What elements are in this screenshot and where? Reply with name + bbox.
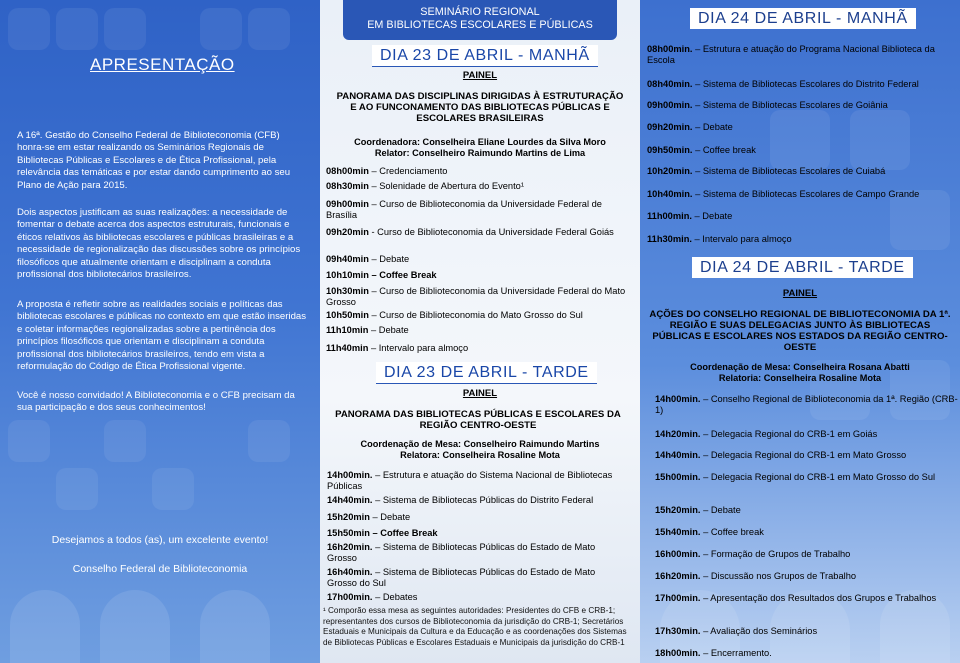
schedule-time: 11h00min. [647, 211, 692, 221]
schedule-desc: – Sistema de Bibliotecas Escolares de Campo Grande [692, 189, 920, 199]
schedule-desc: – Delegacia Regional do CRB-1 em Mato Grosso do Sul [700, 472, 936, 482]
schedule-row [326, 254, 634, 265]
schedule-desc: – Sistema de Bibliotecas Escolares de Cuiabá [692, 166, 886, 176]
schedule-desc: – Coffee break [692, 145, 756, 155]
schedule-desc: – Intervalo para almoço [691, 234, 792, 244]
schedule-row [655, 505, 958, 516]
proposal-paragraph: A proposta é refletir sobre as realidades sociais e políticas das bibliotecas escolares e públicas no contexto em que estão inseridas e coletar informações regionalizadas sobre a pertinência dos princípios filosóficos que orientam e disciplinam a conduta profissional dos bibliotecários brasileiros, tendo em vista a reformulação do Código de Ética Profissional vigente. [17, 299, 307, 373]
schedule-row [655, 571, 958, 582]
schedule-row [327, 495, 627, 506]
schedule-desc: – Formação de Grupos de Trabalho [700, 549, 851, 559]
schedule-time: 14h00min. [655, 394, 701, 404]
coordinator: Coordenadora: Conselheira Eliane Lourdes da Silva Moro [354, 137, 606, 147]
schedule-time: 17h00min. [655, 593, 701, 603]
schedule-desc: – Estrutura e atuação do Programa Nacional Biblioteca da Escola [647, 44, 935, 65]
schedule-row [327, 512, 627, 523]
schedule-time: 10h30min [326, 286, 369, 296]
schedule-time: 10h40min. [647, 189, 693, 199]
schedule-row [655, 648, 958, 659]
coordinator: Coordenação de Mesa: Conselheiro Raimundo Martins [360, 439, 600, 449]
schedule-time: 09h00min [326, 199, 369, 209]
schedule-desc: – Curso de Biblioteconomia da Universidade Federal de Brasília [326, 199, 602, 220]
schedule-desc: – Debates [372, 592, 418, 602]
closing-message: Desejamos a todos (as), um excelente evento! [51, 534, 269, 546]
invitation-paragraph: Você é nosso convidado! A Biblioteconomia e o CFB precisam da sua participação e dos seus conhecimentos! [17, 390, 295, 414]
schedule-desc: – Conselho Regional de Biblioteconomia da 1ª. Região (CRB-1) [655, 394, 958, 415]
schedule-desc: – Encerramento. [700, 648, 772, 658]
rapporteur: Relatoria: Conselheira Rosaline Mota [718, 373, 882, 383]
painel-label: PAINEL [462, 388, 498, 399]
decor-tile [104, 8, 146, 50]
decor-tile [56, 468, 98, 510]
schedule-time: 18h00min. [655, 648, 701, 658]
schedule-desc: – Sistema de Bibliotecas Públicas do Estado de Mato Grosso do Sul [327, 567, 596, 588]
day23-afternoon-heading: DIA 23 DE ABRIL - TARDE [376, 362, 597, 384]
schedule-row [655, 527, 958, 538]
schedule-row [655, 472, 958, 483]
schedule-desc: – Intervalo para almoço [368, 343, 469, 353]
schedule-row [326, 270, 634, 281]
justification-paragraph: Dois aspectos justificam as suas realizações: a necessidade de fomentar o debate acerca dos aspectos estruturais, funcionais e éticos relativos às bibliotecas escolares e públicas brasileiras e a necessidade de regionalização das discussões sobre os princípios filosóficos que atualmente orientam e disciplinam a conduta profissional dos bibliotecários brasileiros. [17, 207, 301, 281]
schedule-row [326, 310, 634, 321]
schedule-row [327, 528, 627, 539]
schedule-desc: – Debate [691, 211, 733, 221]
schedule-row [647, 166, 955, 177]
schedule-time: 14h20min. [655, 429, 701, 439]
decor-arch [100, 590, 170, 663]
day24-morning-schedule [647, 44, 955, 249]
schedule-time: 15h00min. [655, 472, 701, 482]
schedule-time: 14h00min. [327, 470, 373, 480]
schedule-time: 16h40min. [327, 567, 373, 577]
apresentacao-title: APRESENTAÇÃO [90, 55, 235, 74]
schedule-row [326, 199, 634, 220]
decor-tile [248, 8, 290, 50]
banner-line1: SEMINÁRIO REGIONAL [420, 6, 540, 18]
decor-tile [56, 8, 98, 50]
schedule-desc: – Credenciamento [368, 166, 448, 176]
panel-title: AÇÕES DO CONSELHO REGIONAL DE BIBLIOTECONOMIA DA 1ª. REGIÃO E SUAS DELEGACIAS JUNTO ÀS BIBLIOTECAS PÚBLICAS E ESCOLARES NOS ESTADOS DA REGIÃO CENTRO-OESTE [649, 309, 951, 353]
day24-afternoon-schedule [655, 394, 958, 660]
schedule-time: 10h20min. [647, 166, 693, 176]
rapporteur: Relator: Conselheiro Raimundo Martins de Lima [374, 148, 586, 158]
rapporteur: Relatora: Conselheira Rosaline Mota [400, 450, 560, 460]
schedule-row [326, 325, 634, 336]
footnote: ¹ Comporão essa mesa as seguintes autoridades: Presidentes do CFB e CRB-1; representantes dos cursos de Biblioteconomia da jurisdição do CRB-1; Secretários Estaduais e Municipais da Cultura e da Educação e as coordenações dos Sistemas de Bibliotecas Públicas e Escolares Estaduais e Municipais da jurisdição do CRB-1 [323, 606, 627, 647]
decor-tile [200, 8, 242, 50]
schedule-desc: – Sistema de Bibliotecas Escolares de Goiânia [692, 100, 888, 110]
day24-afternoon-heading: DIA 24 DE ABRIL - TARDE [692, 257, 913, 278]
schedule-time: 14h40min. [327, 495, 373, 505]
schedule-row [326, 286, 634, 307]
schedule-time: 09h00min. [647, 100, 693, 110]
schedule-time: 16h20min. [327, 542, 373, 552]
schedule-time: 09h20min [326, 227, 369, 237]
schedule-row [326, 166, 634, 177]
decor-tile [152, 468, 194, 510]
signature: Conselho Federal de Biblioteconomia [72, 563, 248, 575]
banner-line2: EM BIBLIOTECAS ESCOLARES E PÚBLICAS [367, 19, 593, 31]
schedule-desc: – Debate [368, 325, 409, 335]
schedule-row [647, 44, 955, 65]
decor-tile [8, 8, 50, 50]
schedule-time: 17h00min. [327, 592, 373, 602]
schedule-desc: – Coffee Break [369, 528, 438, 538]
day24-morning-heading: DIA 24 DE ABRIL - MANHÃ [690, 8, 916, 29]
schedule-row [647, 234, 955, 245]
panel-title: PANORAMA DAS DISCIPLINAS DIRIGIDAS À ESTRUTURAÇÃO E AO FUNCONAMENTO DAS BIBLIOTECAS PÚBLICAS E ESCOLARES BRASILEIRAS [336, 91, 624, 124]
schedule-row [327, 567, 627, 588]
schedule-desc: – Debate [369, 512, 411, 522]
schedule-desc: – Debate [692, 122, 733, 132]
schedule-row [326, 343, 634, 354]
schedule-desc: – Discussão nos Grupos de Trabalho [700, 571, 857, 581]
coordinator: Coordenação de Mesa: Conselheira Rosana Abatti [690, 362, 910, 372]
schedule-time: 17h30min. [655, 626, 701, 636]
decor-tile [248, 420, 290, 462]
schedule-desc: – Sistema de Bibliotecas Públicas do Distrito Federal [372, 495, 594, 505]
schedule-time: 15h20min [327, 512, 370, 522]
schedule-row [326, 181, 634, 192]
schedule-desc: – Curso de Biblioteconomia da Universidade Federal do Mato Grosso [326, 286, 626, 307]
schedule-desc: – Delegacia Regional do CRB-1 em Mato Grosso [700, 450, 907, 460]
schedule-desc: – Sistema de Bibliotecas Públicas do Estado de Mato Grosso [327, 542, 596, 563]
schedule-row [327, 470, 627, 491]
schedule-desc: – Sistema de Bibliotecas Escolares do Distrito Federal [692, 79, 919, 89]
schedule-row [647, 211, 955, 222]
decor-tile [104, 420, 146, 462]
seminar-banner [343, 0, 617, 40]
schedule-time: 10h50min [326, 310, 369, 320]
day23-morning-heading: DIA 23 DE ABRIL - MANHÃ [372, 45, 598, 67]
schedule-time: 16h00min. [655, 549, 701, 559]
intro-paragraph: A 16ª. Gestão do Conselho Federal de Biblioteconomia (CFB) honra-se em estar realizando os Seminários Regionais de Bibliotecas Públicas e Escolares e de Ética Profissional, pela relevância das temáticas e por estar dando cumprimento ao seu Plano de Ação para 2015. [17, 130, 291, 191]
schedule-desc: – Coffee Break [368, 270, 437, 280]
schedule-time: 09h20min. [647, 122, 693, 132]
schedule-time: 09h40min [326, 254, 369, 264]
schedule-desc: – Apresentação dos Resultados dos Grupos e Trabalhos [700, 593, 937, 603]
decor-arch [200, 590, 270, 663]
schedule-row [655, 626, 958, 637]
schedule-row [655, 593, 958, 604]
schedule-row [647, 189, 955, 200]
schedule-desc: – Avaliação dos Seminários [700, 626, 818, 636]
schedule-desc: – Debate [700, 505, 741, 515]
painel-label: PAINEL [462, 70, 498, 81]
schedule-time: 09h50min. [647, 145, 693, 155]
schedule-row [327, 592, 627, 603]
schedule-row [647, 79, 955, 90]
schedule-time: 11h40min [326, 343, 369, 353]
schedule-row [647, 100, 955, 111]
day23-afternoon-schedule [327, 470, 627, 605]
schedule-desc: – Coffee break [700, 527, 764, 537]
apresentacao-panel [0, 0, 320, 663]
schedule-desc: – Debate [368, 254, 410, 264]
schedule-time: 08h30min [326, 181, 369, 191]
schedule-time: 10h10min [326, 270, 369, 280]
schedule-desc: – Curso de Biblioteconomia do Mato Grosso do Sul [368, 310, 583, 320]
schedule-time: 08h00min. [647, 44, 693, 54]
schedule-desc: - Curso de Biblioteconomia da Universidade Federal Goiás [368, 227, 614, 237]
schedule-time: 08h40min. [647, 79, 693, 89]
painel-label: PAINEL [782, 288, 818, 299]
schedule-time: 14h40min. [655, 450, 701, 460]
schedule-time: 11h10min [326, 325, 369, 335]
schedule-row [655, 394, 958, 415]
schedule-row [655, 549, 958, 560]
schedule-row [655, 450, 958, 461]
schedule-desc: – Estrutura e atuação do Sistema Nacional de Bibliotecas Públicas [327, 470, 613, 491]
schedule-time: 15h40min. [655, 527, 701, 537]
schedule-time: 08h00min [326, 166, 369, 176]
schedule-row [647, 122, 955, 133]
day23-morning-schedule [326, 166, 634, 356]
schedule-row [326, 227, 634, 238]
decor-tile [8, 420, 50, 462]
schedule-row [647, 145, 955, 156]
schedule-time: 11h30min. [647, 234, 692, 244]
decor-arch [10, 590, 80, 663]
panel-title: PANORAMA DAS BIBLIOTECAS PÚBLICAS E ESCOLARES DA REGIÃO CENTRO-OESTE [335, 409, 621, 431]
schedule-row [655, 429, 958, 440]
schedule-row [327, 542, 627, 563]
schedule-time: 15h50min [327, 528, 370, 538]
schedule-time: 16h20min. [655, 571, 701, 581]
schedule-time: 15h20min. [655, 505, 701, 515]
schedule-desc: – Solenidade de Abertura do Evento¹ [368, 181, 524, 191]
schedule-desc: – Delegacia Regional do CRB-1 em Goiás [700, 429, 878, 439]
